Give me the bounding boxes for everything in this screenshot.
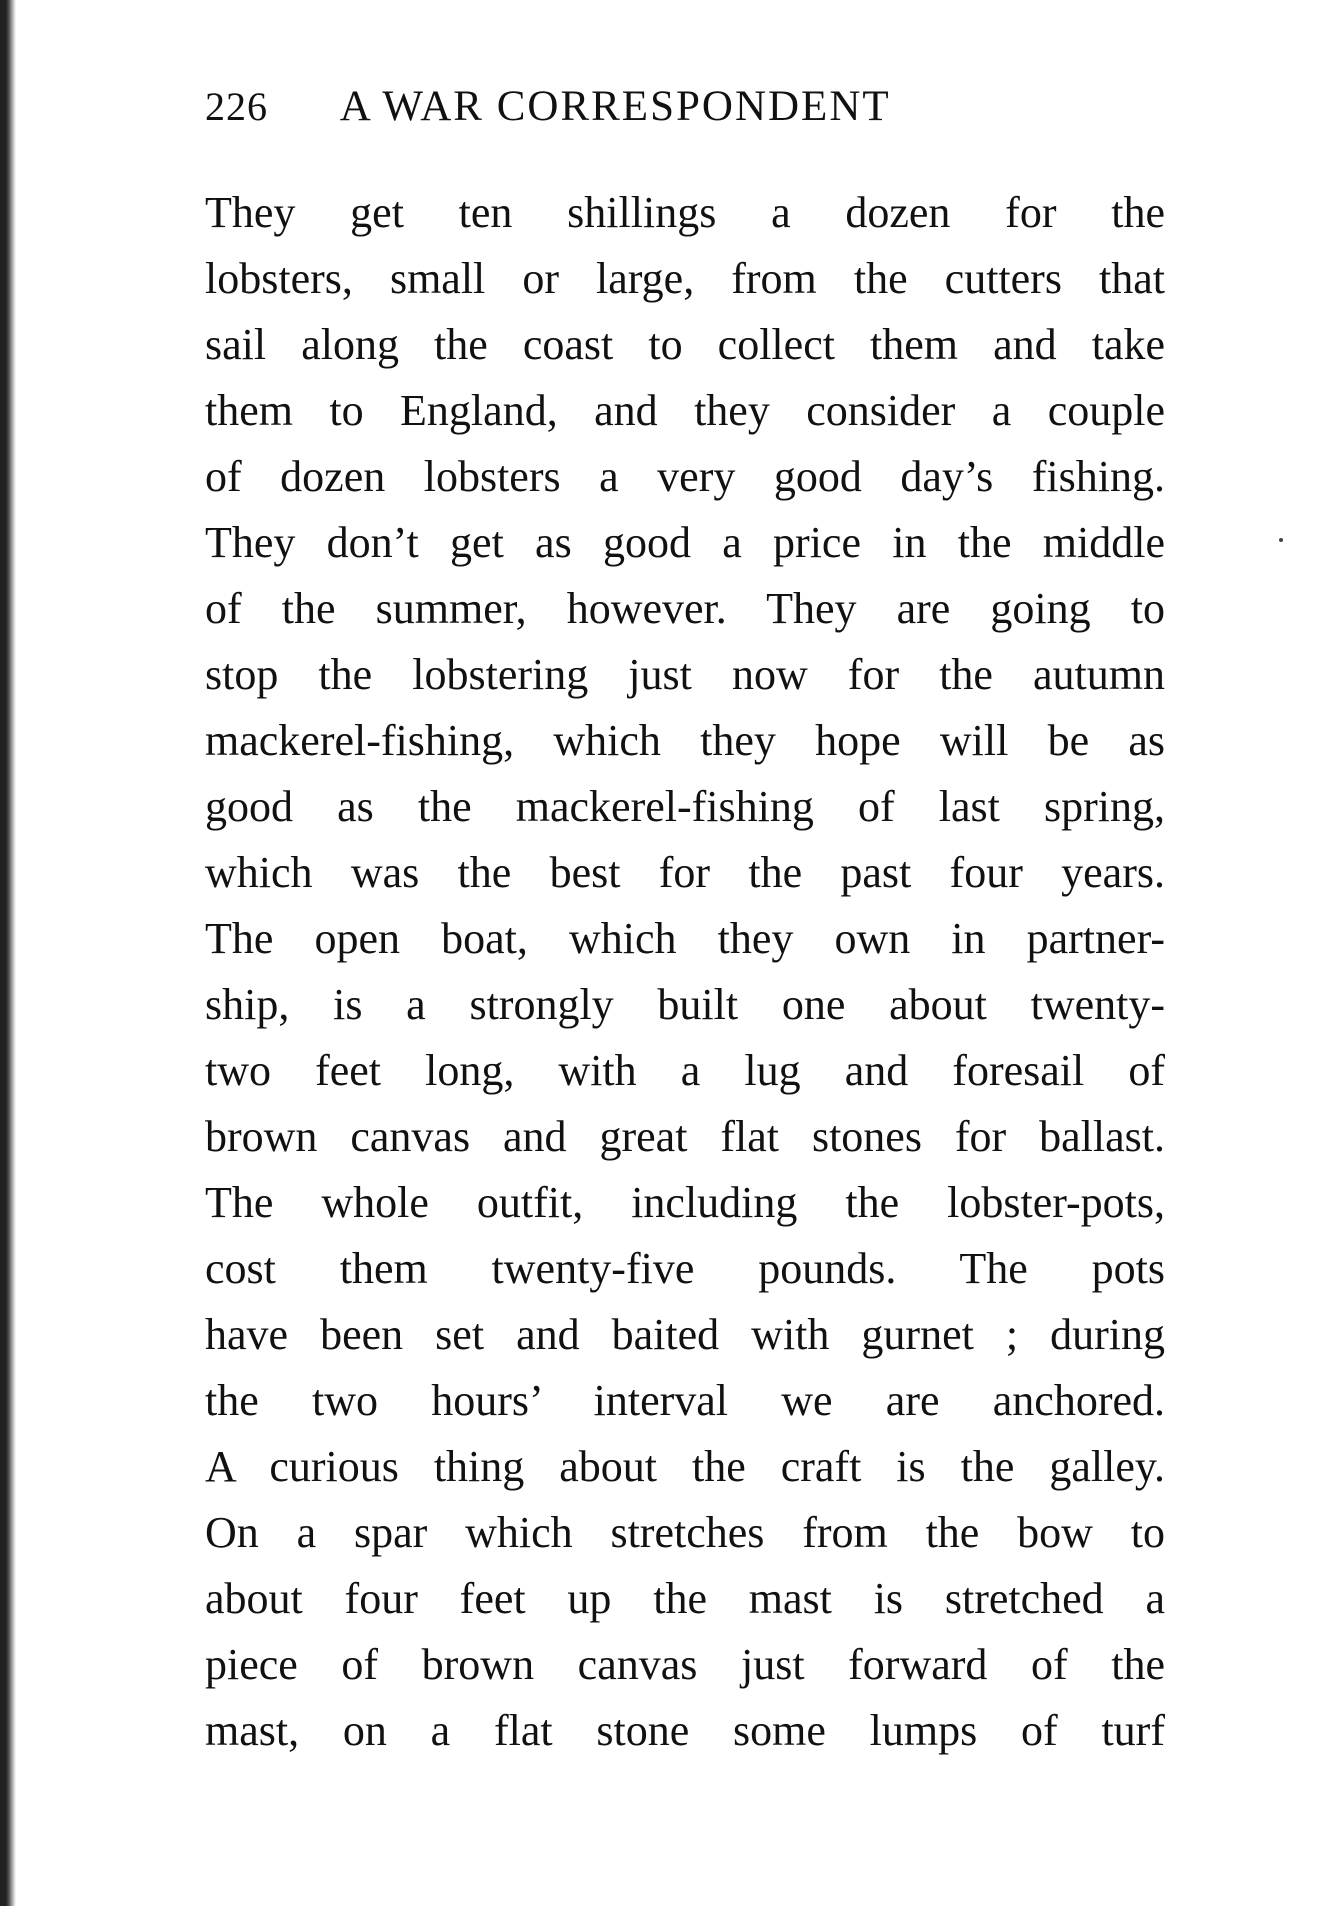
running-header	[205, 82, 1165, 131]
text-line: The open boat, which they own in partner-	[205, 914, 1165, 963]
ink-speck	[1279, 538, 1283, 542]
text-line: They don’t get as good a price in the middle	[205, 518, 1165, 567]
text-line: which was the best for the past four years.	[205, 848, 1165, 897]
text-line: mast, on a flat stone some lumps of turf	[205, 1706, 1165, 1755]
body-text	[205, 180, 1165, 1764]
text-line: stop the lobstering just now for the autumn	[205, 650, 1165, 699]
text-line: The whole outfit, including the lobster-pots,	[205, 1178, 1165, 1227]
text-line: brown canvas and great flat stones for ballast.	[205, 1112, 1165, 1161]
text-line: piece of brown canvas just forward of the	[205, 1640, 1165, 1689]
page-number: 226	[205, 84, 268, 129]
text-line: sail along the coast to collect them and take	[205, 320, 1165, 369]
page-binding-edge	[0, 0, 16, 1906]
running-title: A WAR CORRESPONDENT	[339, 83, 891, 130]
text-line: about four feet up the mast is stretched a	[205, 1574, 1165, 1623]
text-line: them to England, and they consider a couple	[205, 386, 1165, 435]
text-line: ship, is a strongly built one about twenty-	[205, 980, 1165, 1029]
text-line: lobsters, small or large, from the cutters that	[205, 254, 1165, 303]
text-line: mackerel-fishing, which they hope will be as	[205, 716, 1165, 765]
text-line: good as the mackerel-fishing of last spring,	[205, 782, 1165, 831]
text-line: of dozen lobsters a very good day’s fishing.	[205, 452, 1165, 501]
text-line: have been set and baited with gurnet ; during	[205, 1310, 1165, 1359]
text-line: of the summer, however. They are going to	[205, 584, 1165, 633]
text-line: two feet long, with a lug and foresail of	[205, 1046, 1165, 1095]
text-line: They get ten shillings a dozen for the	[205, 188, 1165, 237]
text-line: On a spar which stretches from the bow to	[205, 1508, 1165, 1557]
text-line: cost them twenty-five pounds. The pots	[205, 1244, 1165, 1293]
text-line: the two hours’ interval we are anchored.	[205, 1376, 1165, 1425]
text-line: A curious thing about the craft is the galley.	[205, 1442, 1165, 1491]
